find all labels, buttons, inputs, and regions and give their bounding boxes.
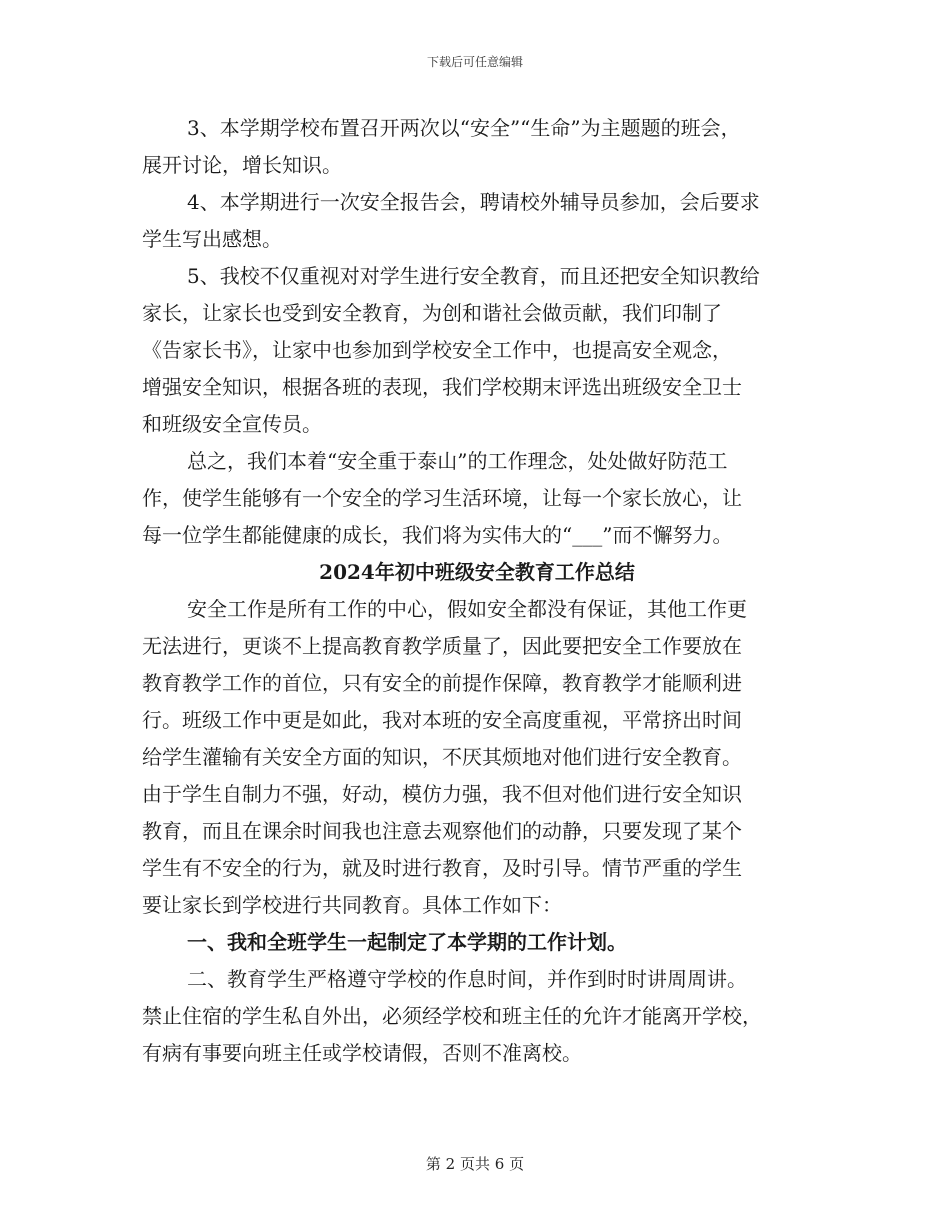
text-line: 家长，让家长也受到安全教育，为创和谐社会做贡献，我们印制了 [142, 301, 722, 325]
text-line: 禁止住宿的学生私自外出，必须经学校和班主任的允许才能离开学校， [142, 1004, 762, 1028]
text-line: 作，使学生能够有一个安全的学习生活环境，让每一个家长放心，让 [142, 486, 742, 510]
text-line: 展开讨论，增长知识。 [142, 153, 342, 177]
text-line: 学生有不安全的行为，就及时进行教育，及时引导。情节严重的学生 [142, 856, 742, 880]
text-line: 教育，而且在课余时间我也注意去观察他们的动静，只要发现了某个 [142, 819, 742, 843]
text-line: 和班级安全宣传员。 [142, 412, 322, 436]
section-title: 2024年初中班级安全教育工作总结 [319, 560, 635, 584]
text-line: 一、我和全班学生一起制定了本学期的工作计划。 [187, 930, 627, 954]
text-line: 增强安全知识，根据各班的表现，我们学校期末评选出班级安全卫士 [142, 375, 742, 399]
text-line: 无法进行，更谈不上提高教育教学质量了，因此要把安全工作要放在 [142, 634, 742, 658]
text-line: 有病有事要向班主任或学校请假，否则不准离校。 [142, 1041, 582, 1065]
page-header: 下载后可任意编辑 [426, 55, 523, 69]
text-line: 总之，我们本着“安全重于泰山”的工作理念，处处做好防范工 [187, 449, 728, 473]
text-line: 学生写出感想。 [142, 227, 282, 251]
document-body [142, 110, 812, 1072]
text-line: 每一位学生都能健康的成长，我们将为实伟大的“___”而不懈努力。 [142, 523, 733, 547]
text-line: 二、教育学生严格遵守学校的作息时间，并作到时时讲周周讲。 [187, 967, 747, 991]
text-line: 4、本学期进行一次安全报告会，聘请校外辅导员参加，会后要求 [187, 190, 760, 214]
text-line: 安全工作是所有工作的中心，假如安全都没有保证，其他工作更 [187, 597, 747, 621]
text-line: 行。班级工作中更是如此，我对本班的安全高度重视，平常挤出时间 [142, 708, 742, 732]
text-line: 由于学生自制力不强，好动，模仿力强，我不但对他们进行安全知识 [142, 782, 742, 806]
text-line: 要让家长到学校进行共同教育。具体工作如下： [142, 893, 562, 917]
text-line: 教育教学工作的首位，只有安全的前提作保障，教育教学才能顺利进 [142, 671, 742, 695]
text-line: 给学生灌输有关安全方面的知识，不厌其烦地对他们进行安全教育。 [142, 745, 742, 769]
text-line: 5、我校不仅重视对对学生进行安全教育，而且还把安全知识教给 [187, 264, 760, 288]
text-line: 3、本学期学校布置召开两次以“安全”“生命”为主题题的班会， [187, 116, 741, 140]
page-footer: 第 2 页共 6 页 [425, 1155, 525, 1173]
text-line: 《告家长书》，让家中也参加到学校安全工作中，也提高安全观念， [142, 338, 732, 362]
